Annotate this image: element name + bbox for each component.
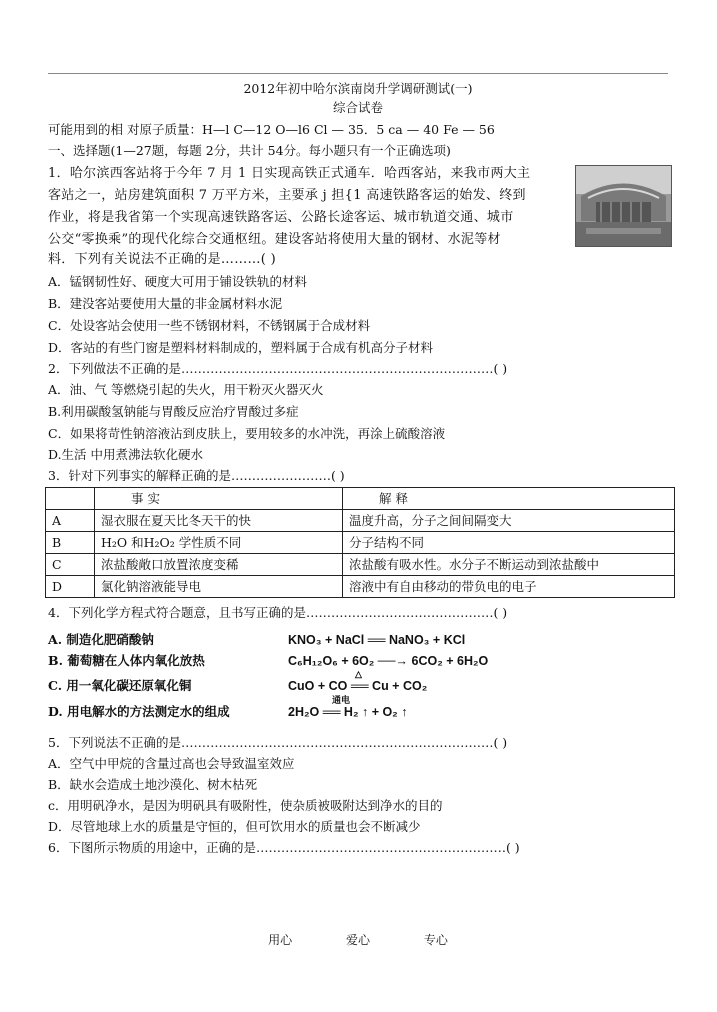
q2-option-c: C．如果将苛性钠溶液沾到皮肤上，要用较多的水冲洗，再涂上硫酸溶液 bbox=[48, 426, 446, 441]
atomic-masses-line: 可能用到的相 对原子质量：H—l C—12 O—l6 Cl — 35．5 ca — 40 Fe — 56 bbox=[48, 122, 495, 137]
q5-stem: 5．下列说法不正确的是…………………………………………………………………( ) bbox=[48, 735, 508, 750]
row-key: C bbox=[46, 554, 95, 576]
q1-line-1: 1．哈尔滨西客站将于今年 7 月 1 日实现高铁正式通车．哈西客站，来我市两大主 bbox=[48, 166, 531, 181]
station-photo bbox=[575, 165, 672, 247]
row-explain: 温度升高，分子之间间隔变大 bbox=[343, 510, 675, 532]
q2-option-a: A．油、气 等燃烧引起的失火，用干粉灭火器灭火 bbox=[48, 382, 324, 397]
page-footer bbox=[48, 931, 668, 948]
q1-line-5: 料．下列有关说法不正确的是………( ) bbox=[48, 252, 276, 267]
q4-option-b-label: B. 葡萄糖在人体内氧化放热 bbox=[48, 653, 205, 668]
row-explain: 分子结构不同 bbox=[343, 532, 675, 554]
row-key: D bbox=[46, 576, 95, 598]
facts-table bbox=[45, 487, 675, 598]
exam-subtitle: 综合试卷 bbox=[332, 100, 383, 115]
q5-option-a: A．空气中甲烷的含量过高也会导致温室效应 bbox=[48, 756, 295, 771]
row-fact: 浓盐酸敞口放置浓度变稀 bbox=[95, 554, 343, 576]
row-explain: 溶液中有自由移动的带负电的电子 bbox=[343, 576, 675, 598]
header-rule bbox=[48, 73, 668, 74]
q4-option-a-equation: KNO₃ + NaCl ══ NaNO₃ + KCl bbox=[288, 633, 466, 647]
footer-word: 专心 bbox=[423, 933, 448, 947]
q4-option-c-label: C. 用一氧化碳还原氧化铜 bbox=[48, 678, 192, 693]
q4-stem: 4．下列化学方程式符合题意，且书写正确的是………………………………………( ) bbox=[48, 605, 508, 620]
header-explain: 解 释 bbox=[343, 488, 675, 510]
q5-option-b: B．缺水会造成土地沙漠化、树木枯死 bbox=[48, 777, 258, 792]
q4-option-d-label: D. 用电解水的方法测定水的组成 bbox=[48, 704, 230, 719]
row-key: B bbox=[46, 532, 95, 554]
table-row bbox=[46, 510, 675, 532]
q4-condition-heat: △ bbox=[355, 669, 362, 679]
q1-line-4: 公交“零换乘”的现代化综合交通枢纽。建设客站将使用大量的钢材、水泥等材 bbox=[48, 232, 501, 247]
q4-option-a-label: A. 制造化肥硝酸钠 bbox=[48, 632, 154, 647]
footer-word: 爱心 bbox=[345, 933, 370, 947]
q1-option-c: C．处设客站会使用一些不锈钢材料，不锈钢属于合成材料 bbox=[48, 318, 371, 333]
row-fact: H₂O 和H₂O₂ 学性质不同 bbox=[95, 532, 343, 554]
q2-stem: 2．下列做法不正确的是…………………………………………………………………( ) bbox=[48, 361, 508, 376]
table-row bbox=[46, 576, 675, 598]
q3-stem: 3．针对下列事实的解释正确的是……………………( ) bbox=[48, 468, 345, 483]
section-heading: 一、选择题(1—27题，每题 2分，共计 54分。每小题只有一个正确选项) bbox=[48, 143, 451, 158]
row-key: A bbox=[46, 510, 95, 532]
q1-option-d: D．客站的有些门窗是塑料材料制成的，塑料属于合成有机高分子材料 bbox=[48, 340, 434, 355]
q6-stem: 6．下图所示物质的用途中，正确的是……………………………………………………( ) bbox=[48, 840, 520, 855]
station-building-image bbox=[576, 166, 671, 246]
q2-option-b: B.利用碳酸氢钠能与胃酸反应治疗胃酸过多症 bbox=[48, 404, 299, 419]
exam-title: 2012年初中哈尔滨南岗升学调研测试(一) bbox=[243, 81, 473, 96]
q5-option-c: c．用明矾净水，是因为明矾具有吸附性，使杂质被吸附达到净水的目的 bbox=[48, 798, 443, 813]
q4-option-b-equation: C₆H₁₂O₆ + 6O₂ ──→ 6CO₂ + 6H₂O bbox=[288, 654, 489, 668]
q1-option-b: B．建没客站要使用大量的非金属材料水泥 bbox=[48, 296, 283, 311]
q1-line-2: 客站之一，站房建筑面积 7 万平方米，主要承 j 担{1 高速铁路客运的始发、终到 bbox=[48, 188, 526, 203]
q4-option-c-equation: CuO + CO ══ Cu + CO₂ bbox=[288, 679, 428, 693]
row-fact: 湿衣服在夏天比冬天干的快 bbox=[95, 510, 343, 532]
header-fact: 事 实 bbox=[95, 488, 343, 510]
q4-condition-electric: 通电 bbox=[332, 695, 351, 705]
row-fact: 氯化钠溶液能导电 bbox=[95, 576, 343, 598]
q2-option-d: D.生活 中用煮沸法软化硬水 bbox=[48, 447, 204, 462]
q1-line-3: 作业，将是我省第一个实现高速铁路客运、公路长途客运、城市轨道交通、城市 bbox=[48, 210, 514, 225]
table-row bbox=[46, 532, 675, 554]
q4-option-d-equation: 2H₂O ══ H₂ ↑ + O₂ ↑ bbox=[288, 705, 408, 719]
table-header-row bbox=[46, 488, 675, 510]
q5-option-d: D．尽管地球上水的质量是守恒的，但可饮用水的质量也会不断减少 bbox=[48, 819, 421, 834]
table-row bbox=[46, 554, 675, 576]
header-key bbox=[46, 488, 95, 510]
q1-option-a: A．锰钢韧性好、硬度大可用于铺设铁轨的材料 bbox=[48, 274, 308, 289]
row-explain: 浓盐酸有吸水性。水分子不断运动到浓盐酸中 bbox=[343, 554, 675, 576]
footer-word: 用心 bbox=[268, 933, 293, 947]
